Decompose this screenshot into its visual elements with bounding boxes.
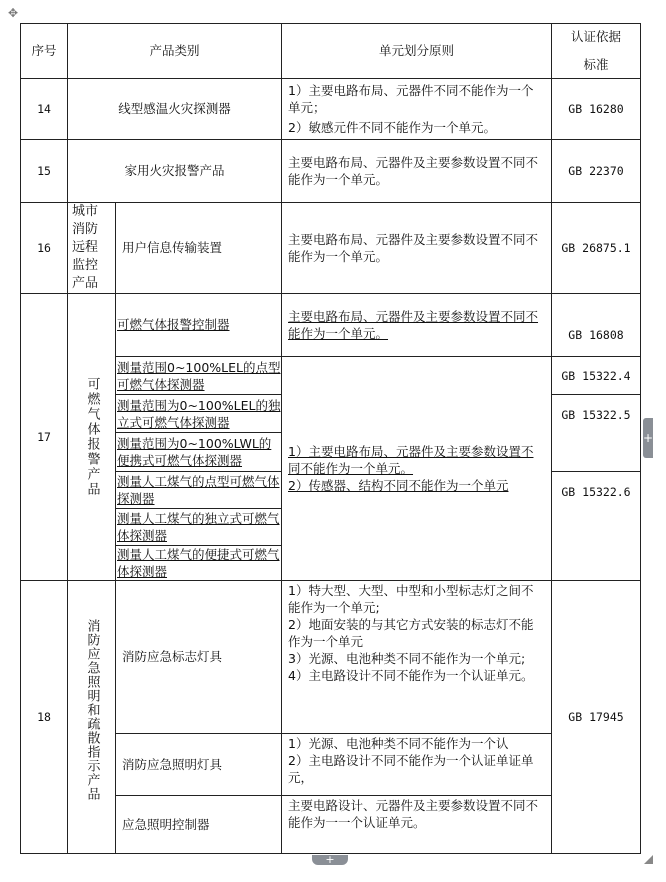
row-16-principle [281, 202, 552, 294]
group-text: 城市消防远程监控产品 [72, 204, 99, 291]
no-text: 14 [37, 102, 51, 116]
item-text: 可燃气体报警控制器 [117, 317, 230, 332]
no-text: 18 [37, 710, 51, 724]
row-15-no [20, 139, 68, 203]
resize-handle-icon[interactable] [644, 855, 653, 864]
header-principle [281, 23, 552, 79]
item-text: 测量范围为0~100%LWL的便携式可燃气体探测器 [117, 436, 272, 468]
item-text: 应急照明控制器 [122, 816, 210, 832]
standard-text: GB 15322.6 [561, 485, 631, 499]
category-text: 用户信息传输装置 [122, 240, 223, 255]
row-15-category [67, 139, 282, 203]
standard-text: GB 15322.5 [561, 408, 631, 422]
row-17-standard [551, 471, 641, 581]
standard-text: GB 22370 [568, 164, 624, 178]
row-17-item [115, 293, 282, 357]
principle-text: 主要电路布局、元器件及主要参数设置不同不能作为一个单元。 [288, 232, 539, 264]
standard-text: GB 16808 [568, 328, 624, 342]
principle-text: 主要电路设计、元器件及主要参数设置不同不能作为一一个认证单元。 [288, 798, 539, 830]
group-text: 可燃气体报警产品 [84, 377, 100, 497]
row-17-item [115, 545, 282, 581]
row-14-standard [551, 78, 641, 140]
row-18-standard [551, 580, 641, 854]
principle-line: 2）主电路设计不同不能作为一个认证单证单元， [288, 753, 534, 785]
item-text: 消防应急标志灯具 [122, 649, 223, 664]
row-14-principle [281, 78, 552, 140]
row-18-principle [281, 795, 552, 854]
no-text: 16 [37, 241, 51, 255]
table-move-handle-icon[interactable]: ✥ [7, 6, 19, 20]
row-18-item [115, 580, 282, 734]
plus-icon: + [325, 853, 335, 866]
row-16-standard [551, 202, 641, 294]
row-18-principle [281, 580, 552, 734]
row-17-principle [281, 356, 552, 581]
row-17-no [20, 293, 68, 581]
header-category [67, 23, 282, 79]
row-18-no [20, 580, 68, 854]
row-16-category [115, 202, 282, 294]
principle-line: 2）敏感元件不同不能作为一个单元。 [288, 120, 496, 135]
no-text: 15 [37, 164, 51, 178]
row-17-item [115, 356, 282, 395]
standard-text: GB 16280 [568, 102, 624, 116]
item-text: 测量人工煤气的独立式可燃气体探测器 [117, 511, 280, 543]
group-text: 消防应急照明和疏散指示产品 [84, 619, 100, 801]
item-text: 测量范围为0~100%LEL的独立式可燃气体探测器 [117, 397, 281, 430]
standard-text: GB 15322.4 [561, 368, 631, 383]
item-text: 测量人工煤气的便捷式可燃气体探测器 [117, 547, 280, 579]
row-17-principle [281, 293, 552, 357]
no-text: 17 [37, 430, 51, 444]
principle-line: 1）主要电路布局、元器件及主要参数设置不同不能作为一个单元。 [288, 444, 534, 476]
principle-line: 4）主电路设计不同不能作为一个认证单元。 [288, 668, 534, 683]
row-14-no [20, 78, 68, 140]
header-standard-text: 认证依据标准 [570, 29, 621, 72]
row-17-standard [551, 356, 641, 395]
row-18-group [67, 580, 116, 854]
row-14-category [67, 78, 282, 140]
header-standard [551, 23, 641, 79]
category-text: 线型感温火灾探测器 [118, 101, 231, 116]
row-18-item [115, 795, 282, 854]
principle-line: 2）传感器、结构不同不能作为一个单元 [288, 478, 509, 493]
header-no [20, 23, 68, 79]
header-no-text: 序号 [31, 43, 57, 58]
row-15-standard [551, 139, 641, 203]
standard-text: GB 26875.1 [561, 241, 631, 255]
principle-line: 1）特大型、大型、中型和小型标志灯之间不能作为一个单元; [288, 583, 534, 615]
principle-line: 3）光源、电池种类不同不能作为一个单元; [288, 651, 526, 666]
row-17-item [115, 432, 282, 472]
principle-line: 1）光源、电池种类不同不能作为一个认 [288, 736, 509, 751]
row-17-standard [551, 293, 641, 357]
principle-line: 2）地面安装的与其它方式安装的标志灯不能作为一个单元 [288, 617, 534, 649]
row-17-item [115, 471, 282, 509]
header-category-text: 产品类别 [149, 43, 200, 58]
row-18-item [115, 733, 282, 796]
header-principle-text: 单元划分原则 [378, 43, 454, 58]
row-16-no [20, 202, 68, 294]
add-row-button[interactable] [312, 855, 348, 865]
row-17-group [67, 293, 116, 581]
add-column-button[interactable] [643, 418, 653, 458]
row-15-principle [281, 139, 552, 203]
row-16-group [67, 202, 116, 294]
row-17-item [115, 394, 282, 433]
item-text: 测量人工煤气的点型可燃气体探测器 [117, 474, 280, 506]
row-17-standard [551, 394, 641, 472]
item-text: 消防应急照明灯具 [122, 756, 223, 772]
standard-text: GB 17945 [568, 710, 624, 724]
principle-text: 主要电路布局、元器件及主要参数设置不同不能作为一个单元。 [288, 155, 539, 187]
row-18-principle [281, 733, 552, 796]
principle-line: 1）主要电路布局、元器件不同不能作为一个单元； [288, 83, 534, 115]
row-17-item [115, 508, 282, 546]
category-text: 家用火灾报警产品 [124, 163, 225, 178]
item-text: 测量范围0~100%LEL的点型可燃气体探测器 [117, 359, 281, 392]
plus-icon: + [642, 431, 654, 445]
principle-text: 主要电路布局、元器件及主要参数设置不同不能作为一个单元。 [288, 309, 539, 341]
